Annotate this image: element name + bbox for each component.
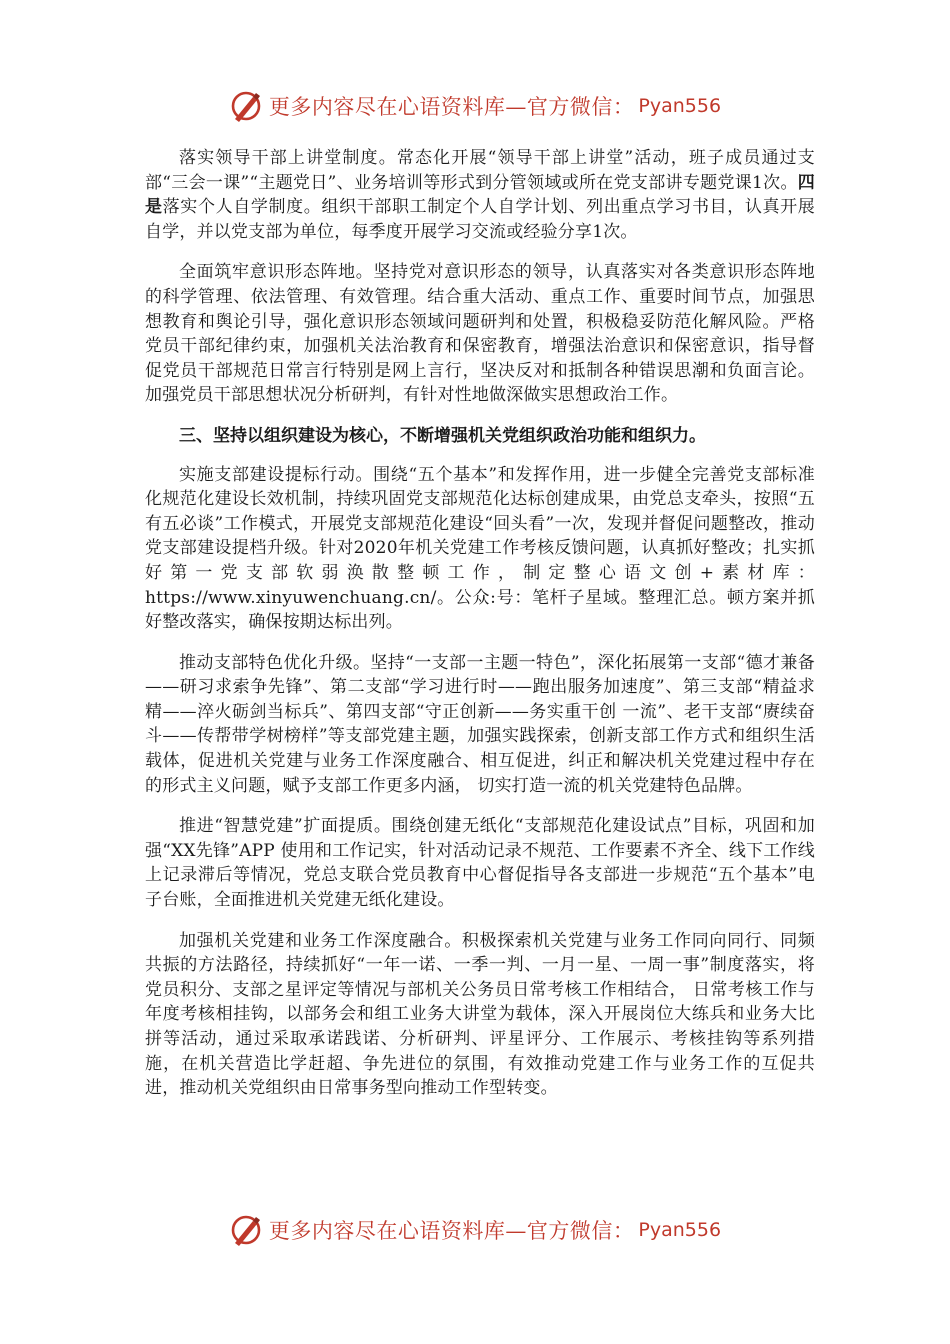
pen-in-circle-icon — [229, 1213, 265, 1247]
banner-wechat-id: Pyan556 — [638, 1219, 722, 1241]
paragraph: 实施支部建设提标行动。围绕“五个基本”和发挥作用，进一步健全完善党支部标准化规范化建设长效机制，持续巩固党支部规范化达标创建成果，由党总支牵头，按照“五有五必谈”工作模式，开展党支部规范化建设“回头看”一次，发现并督促问题整改，推动党支部建设提档升级。针对2020年机关党建工作考核反馈问题，认真抓好整改；扎实抓好第一党支部软弱涣散整顿工作，制定整心语文创+素材库：https://www.xinyuwenchuang.cn/。公众:号：笔杆子星域。整理汇总。顿方案并抓好整改落实，确保按期达标出列。 — [145, 464, 815, 633]
section-heading: 三、坚持以组织建设为核心，不断增强机关党组织政治功能和组织力。 — [179, 425, 706, 446]
paragraph: 全面筑牢意识形态阵地。坚持党对意识形态的领导，认真落实对各类意识形态阵地的科学管理、依法管理、有效管理。结合重大活动、重点工作、重要时间节点，加强思想教育和舆论引导，强化意识形态领域问题研判和处置，积极稳妥防范化解风险。严格党员干部纪律约束，加强机关法治教育和保密教育，增强法治意识和保密意识，指导督促党员干部规范日常言行特别是网上言行，坚决反对和抵制各种错误思潮和负面言论。加强党员干部思想状况分析研判，有针对性地做深做实思想政治工作。 — [145, 262, 815, 406]
pen-in-circle-icon — [229, 89, 265, 123]
paragraph: 推动支部特色优化升级。坚持“一支部一主题一特色”，深化拓展第一支部“德才兼备——研习求索争先锋”、第二支部“学习进行时——跑出服务加速度”、第三支部“精益求精——淬火砺剑当标兵”、第四支部“守正创新——务实重干创 一流”、老干支部“赓续奋斗——传帮带学树榜样”等支部党建主题，加强实践探索，创新支部工作方式和组织生活载体，促进机关党建与业务工作深度融合、相互促进，纠正和解决机关党建过程中存在的形式主义问题，赋予支部工作更多内涵， 切实打造一流的机关党建特色品牌。 — [145, 652, 815, 796]
bold-lead: 四是 — [145, 172, 815, 218]
banner-wechat-id: Pyan556 — [638, 95, 722, 117]
header-banner — [0, 86, 950, 126]
banner-text: 更多内容尽在心语资料库—官方微信： — [268, 95, 635, 119]
paragraph: 推进“智慧党建”扩面提质。围绕创建无纸化“支部规范化建设试点”目标，巩固和加强“XX先锋”APP 使用和工作记实，针对活动记录不规范、工作要素不齐全、线下工作线 上记录滞后等情况，党总支联合党员教育中心督促指导各支部进一步规范“五个基本”电子台账，全面推进机关党建无纸化建设。 — [145, 816, 815, 911]
paragraph: 落实领导干部上讲堂制度。常态化开展“领导干部上讲堂”活动，班子成员通过支部“三会一课”“主题党日”、业务培训等形式到分管领域或所在党支部讲专题党课1次。四是落实个人自学制度。组织干部职工制定个人自学计划、列出重点学习书目，认真开展自学，并以党支部为单位，每季度开展学习交流或经验分享1次。 — [145, 148, 816, 242]
document-body — [145, 146, 815, 1117]
paragraph: 加强机关党建和业务工作深度融合。积极探索机关党建与业务工作同向同行、同频共振的方法路径，持续抓好“一年一诺、一季一判、一月一星、一周一事”制度落实，将党员积分、支部之星评定等情况与部机关公务员日常考核工作相结合， 日常考核工作与年度考核相挂钩，以部务会和组工业务大讲堂为载体，深入开展岗位大练兵和业务大比拼等活动，通过采取承诺践诺、分析研判、评星评分、工作展示、考核挂钩等系列措施，在机关营造比学赶超、争先进位的氛围，有效推动党建工作与业务工作的互促共进，推动机关党组织由日常事务型向推动工作型转变。 — [145, 930, 815, 1099]
banner-text: 更多内容尽在心语资料库—官方微信： — [268, 1219, 635, 1243]
footer-banner — [0, 1210, 950, 1250]
